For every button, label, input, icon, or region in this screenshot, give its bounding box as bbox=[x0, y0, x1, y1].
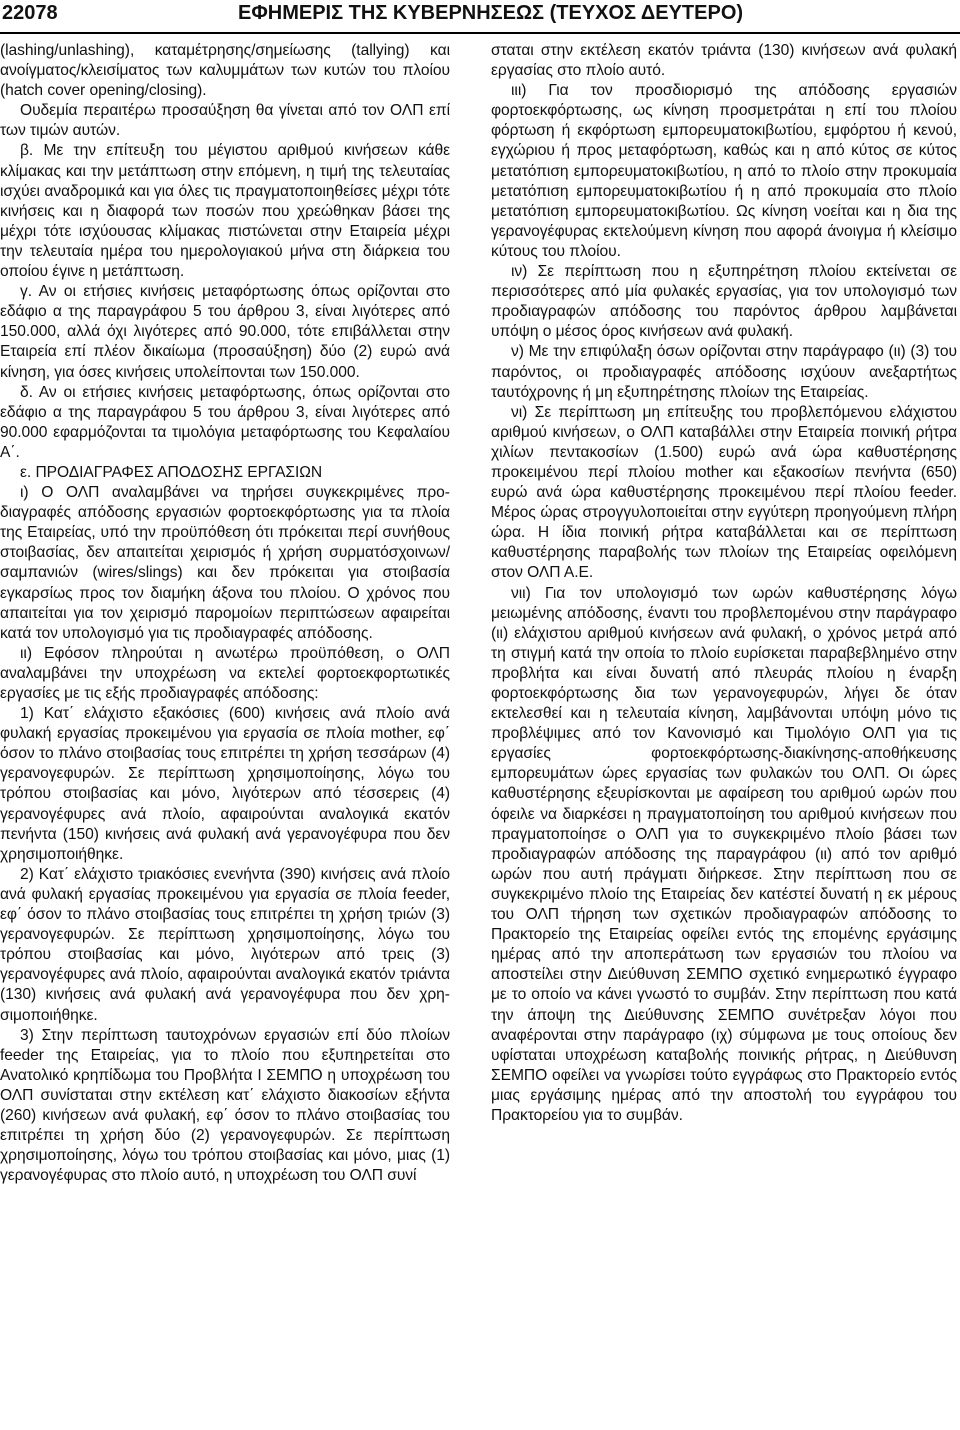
paragraph: γ. Αν οι ετήσιες κινήσεις μεταφόρτωσης όπως ορίζονται στο εδάφιο α της παραγράφου 5 του άρθρου 3, είναι λιγότερες από 150.000, αλλά όχι λιγότερες από 90.000, τότε επιβάλλεται στην Εταιρεία επί πλέον δικαίωμα (προσαύξηση) δύο (2) ευρώ ανά κίνηση, για όσες κινήσεις υπολείπονται των 150.000. bbox=[0, 283, 450, 381]
journal-title: ΕΦΗΜΕΡΙΣ ΤΗΣ ΚΥΒΕΡΝΗΣΕΩΣ (ΤΕΥΧΟΣ ΔΕΥΤΕΡΟ) bbox=[238, 2, 744, 24]
paragraph: ν) Με την επιφύλαξη όσων ορίζονται στην παράγραφο (ιι) (3) του παρόντος, οι προδιαγραφές απόδοσης ισχύουν ανεξαρτήτως ταυτόχρονης ή μη εξυπηρέτησης πλοίων της Εταιρείας. bbox=[491, 343, 957, 401]
paragraph: ιι) Εφόσον πληρούται η ανωτέρω προϋπόθεση, ο ΟΛΠ αναλαμβάνει την υποχρέωση να εκτελεί φορτοεκφορτωτικές εργασίες με τις εξής προδιαγραφές απόδοσης: bbox=[0, 644, 450, 702]
header-rule bbox=[0, 32, 960, 34]
paragraph: β. Με την επίτευξη του μέγιστου αριθμού κινήσεων κάθε κλίμακας και την μετάπτωση στην επόμενη, η τιμή της τελευταίας ισχύει αναδρομικά και για όλες τις πραγματοποιηθείσες μέχρι τότε κινήσεις και η διαφορά των ποσών που χρεώθηκαν βάσει της μέχρι τότε ισχύουσας κλίμακας πιστώνεται στην Εταιρεία μέχρι την τελευταία ημέρα του ημερολογιακού μήνα στη διάρκεια του οποίου έγινε η μετάπτωση. bbox=[0, 142, 450, 281]
paragraph: νι) Σε περίπτωση μη επίτευξης του προβλεπόμενου ελάχιστου αριθμού κινήσεων, ο ΟΛΠ καταβάλλει στην Εταιρεία ποινική ρήτρα χιλίων πεντακοσίων (1.500) ευρώ ανά ώρα καθυστέρησης προκειμένου περί πλοίου mother και εξακοσίων πενήντα (650) ευρώ ανά ώρα καθυστέρησης προκειμένου περί πλοίου feeder. Μέρος ώρας στρογγυλοποιείται στην εγγύτερη προηγούμενη πλήρη ώρα. Η ίδια ποινική ρήτρα καταβάλλεται και σε περίπτωση καθυστέρησης παραβολής των πλοίων της Εταιρείας οφειλόμενη στον ΟΛΠ Α.Ε. bbox=[491, 403, 957, 582]
paragraph: (lashing/unlashing), καταμέτρησης/σημείωσης (tallying) και ανοίγματος/κλεισίματος των καλυμμάτων των κυτών του πλοίου (hatch cover opening/closing). bbox=[0, 42, 450, 100]
paragraph: 2) Κατ΄ ελάχιστο τριακόσιες ενενήντα (390) κινήσεις ανά πλοίο ανά φυλακή εργασίας προκειμένου για εργασία σε πλοία feeder, εφ΄ όσον το πλάνο στοιβασίας τους επιτρέπει τη χρήση τριών (3) γερανογεφυρών. Σε περίπτωση χρησιμοποίησης, λόγω του τρόπου στοιβασίας και μόνο, λιγότερων από τρεις (3) γερανογέφυρες ανά πλοίο, αφαιρούνται αναλογικά εκατόν τριάντα (130) κινήσεις ανά φυλακή ανά γερανογέφυρα που δεν χρησιμοποιήθηκε. bbox=[0, 865, 450, 1024]
paragraph: νιι) Για τον υπολογισμό των ωρών καθυστέρησης λόγω μειωμένης απόδοσης, έναντι του προβλεπομένου στην παράγραφο (ιι) ελάχιστου αριθμού κινήσεων ανά φυλακή, ο χρόνος μετρά από τη στιγμή κατά την οποία το πλοίο ευρίσκεται παραβεβλημένο στην προβλήτα και είναι δυνατή από πλευράς πλοίου η έναρξη φορτοεκφόρτωσης δια των γερανογεφυρών, λήγει δε όταν εκτελεσθεί και η τελευταία κίνηση, λαμβάνονται υπόψη μόνο τις προβλέψιμες από τον Κανονισμό και Τιμολόγιο ΟΛΠ για τις εργασίες φορτοεκφόρτωσης-διακίνησης-αποθήκευσης εμπορευμάτων ώρες εργασίας των φυλακών του ΟΛΠ. Οι ώρες καθυστέρησης εξευρίσκονται με αφαίρεση του αριθμού ωρών που όφειλε να διαρκέσει η πραγματοποίηση του αριθμού κινήσεων που πραγματοποίησε ο ΟΛΠ για το συγκεκριμένο πλοίο βάσει των προδιαγραφών απόδοσης της παραγράφου (ιι) από τον αριθμό ωρών που αυτή πράγματι διήρκεσε. Στην περίπτωση που σε συγκεκριμένο πλοίο της Εταιρείας δεν κατέστεί δυνατή η εκ μέρους του ΟΛΠ τήρηση των σχετικών προδιαγραφών απόδοσης το Πρακτορείο της Εταιρείας οφείλει εντός της επομένης εργάσιμης ημέρας από την αποπεράτωση των εργασιών του πλοίου να αποστείλει στην Διεύθυνση ΣΕΜΠΟ σχετικό ενημερωτικό έγγραφο με το οποίο να κάνει γνωστό το συμβάν. Στην περίπτωση που κατά την άποψη της Διεύθυνσης ΣΕΜΠΟ συνέτρεξαν λόγοι που αναφέρονται στην παράγραφο (ιχ) σύμφωνα με τους οποίους δεν υφίσταται υποχρέωση καταβολής ποινικής ρήτρας, η Διεύθυνση ΣΕΜΠΟ οφείλει να γνωρίσει τούτο εγγράφως στο Πρακτορείο εντός μιας εργάσιμης ημέρας από την αποστολή του εγγράφου του Πρακτορείου για το συμβάν. bbox=[491, 584, 957, 1124]
page-header bbox=[0, 0, 960, 30]
paragraph: δ. Αν οι ετήσιες κινήσεις μεταφόρτωσης, όπως ορίζονται στο εδάφιο α της παραγράφου 5 του άρθρου 3, είναι λιγότερες από 90.000 εφαρμόζονται τα τιμολόγια μεταφόρτωσης του Κεφαλαίου Α΄. bbox=[0, 383, 450, 461]
paragraph: σταται στην εκτέλεση εκατόν τριάντα (130) κινήσεων ανά φυλακή εργασίας στο πλοίο αυτό. bbox=[491, 42, 957, 80]
paragraph: 3) Στην περίπτωση ταυτοχρόνων εργασιών επί δύο πλοίων feeder της Εταιρείας, για το πλοίο που εξυπηρετείται στο Ανατολικό κρηπίδωμα του Προβλήτα Ι ΣΕΜΠΟ η υποχρέωση του ΟΛΠ συνίσταται στην εκτέλεση κατ΄ ελάχιστο διακοσίων εξήντα (260) κινήσεων ανά φυλακή, εφ΄ όσον το πλάνο στοιβασίας του επιτρέπει τη χρήση δύο (2) γερανογεφυρών. Σε περίπτωση χρησιμοποίησης, λόγω του τρόπου στοιβασίας και μόνο, μιας (1) γερανογέφυρας στο πλοίο αυτό, η υποχρέωση του ΟΛΠ συνί bbox=[0, 1026, 450, 1185]
paragraph: ιν) Σε περίπτωση που η εξυπηρέτηση πλοίου εκτείνεται σε περισσότερες από μία φυλακές εργασίας, για τον υπολογισμό των προδιαγραφών απόδοσης του παρόντος άρθρου λαμβάνεται υπόψη ο μέσος όρος κινήσεων ανά φυλακή. bbox=[491, 263, 957, 341]
paragraph: Ουδεμία περαιτέρω προσαύξηση θα γίνεται από τον ΟΛΠ επί των τιμών αυτών. bbox=[0, 102, 450, 140]
paragraph: ιιι) Για τον προσδιορισμό της απόδοσης εργασιών φορτοεκφόρτωσης, ως κίνηση προσμετράται η επί του πλοίου φόρτωση ή εκφόρτωση εμπορευματοκιβωτίου, εμφόρτου ή κενού, εγχώριου ή προς μεταφόρτωση, καθώς και η από κύτος σε κύτος μετατόπιση εμπορευματοκιβωτίου, η από το πλοίο στην προκυμαία μετατόπιση εμπορευματοκιβωτίου ή η από προκυμαία στο πλοίο μετατόπιση εμπορευματοκιβωτίου. Ως κίνηση νοείται και η δια της γερανογέφυρας εκτελούμενη κίνηση που αφορά άνοιγμα ή κλείσιμο κύτους του πλοίου. bbox=[491, 82, 957, 260]
right-column bbox=[491, 41, 957, 1126]
page-number: 22078 bbox=[2, 2, 58, 24]
paragraph: 1) Κατ΄ ελάχιστο εξακόσιες (600) κινήσεις ανά πλοίο ανά φυλακή εργασίας προκειμένου για εργασία σε πλοία mother, εφ΄ όσον το πλάνο στοιβασίας τους επιτρέπει τη χρήση τεσσάρων (4) γερανογεφυρών. Σε περίπτωση χρησιμοποίησης, λόγω του τρόπου στοιβασίας και μόνο, λιγότερων από τέσσερεις (4) γερανογέφυρες ανά πλοίο, αφαιρούνται αναλογικά εκατόν πενήντα (150) κινήσεις ανά φυλακή ανά γερανογέφυρα που δεν χρησιμοποιήθηκε. bbox=[0, 705, 450, 863]
paragraph: ι) Ο ΟΛΠ αναλαμβάνει να τηρήσει συγκεκριμένες προδιαγραφές απόδοσης εργασιών φορτοεκφόρτωσης για τα πλοία της Εταιρείας, υπό την προϋπόθεση ότι πρόκειται περί συνήθους στοιβασίας, δεν απαιτείται χειρισμός ή χρήση συρματόσχοινων/σαμπανιών (wires/slings) και δεν πρόκειται για στοιβασία εγκαρσίως προς τον διαμήκη άξονα του πλοίου. Ο χρόνος που απαιτείται για τον χειρισμό παρομοίων περιπτώσεων αφαιρείται κατά τον υπολογισμό για τις προδιαγραφές απόδοσης. bbox=[0, 484, 450, 642]
section-heading: ε. ΠΡΟΔΙΑΓΡΑΦΕΣ ΑΠΟΔΟΣΗΣ ΕΡΓΑΣΙΩΝ bbox=[20, 463, 323, 481]
left-column bbox=[0, 41, 450, 1186]
